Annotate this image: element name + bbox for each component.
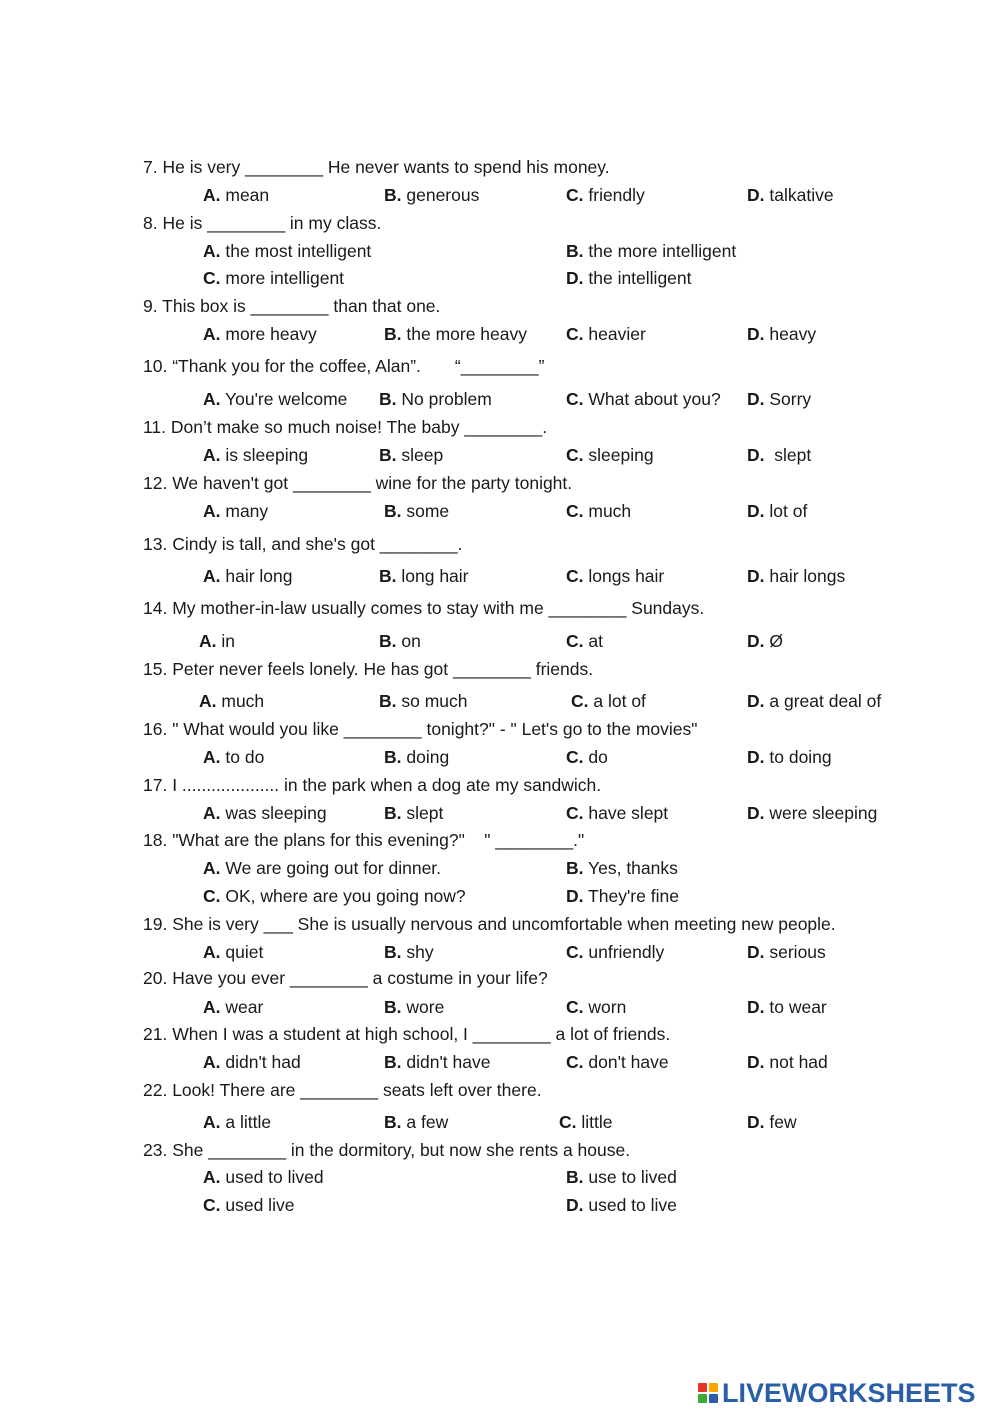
question-18: 18. "What are the plans for this evening?" " ________." (143, 830, 585, 850)
question-21: 21. When I was a student at high school, I ________ a lot of friends. (143, 1024, 671, 1044)
option-23a[interactable]: A. used to lived (203, 1167, 324, 1187)
option-14d[interactable]: D. Ø (747, 631, 783, 651)
option-8c[interactable]: C. more intelligent (203, 268, 345, 288)
question-12: 12. We haven't got ________ wine for the party tonight. (143, 473, 573, 493)
option-8d[interactable]: D. the intelligent (566, 268, 692, 288)
option-21d[interactable]: D. not had (747, 1052, 828, 1072)
option-17c[interactable]: C. have slept (566, 803, 669, 823)
option-11a[interactable]: A. is sleeping (203, 445, 309, 465)
option-19b[interactable]: B. shy (384, 942, 434, 962)
option-9b[interactable]: B. the more heavy (384, 324, 527, 344)
option-15d[interactable]: D. a great deal of (747, 691, 882, 711)
option-7a[interactable]: A. mean (203, 185, 270, 205)
option-20d[interactable]: D. to wear (747, 997, 827, 1017)
option-22b[interactable]: B. a few (384, 1112, 449, 1132)
option-12b[interactable]: B. some (384, 501, 450, 521)
question-15: 15. Peter never feels lonely. He has got ________ friends. (143, 659, 594, 679)
question-10: 10. “Thank you for the coffee, Alan”. “________” (143, 356, 545, 376)
option-13d[interactable]: D. hair longs (747, 566, 846, 586)
option-7b[interactable]: B. generous (384, 185, 480, 205)
option-19d[interactable]: D. serious (747, 942, 826, 962)
option-16a[interactable]: A. to do (203, 747, 265, 767)
option-16d[interactable]: D. to doing (747, 747, 832, 767)
option-18b[interactable]: B. Yes, thanks (566, 858, 678, 878)
option-10d[interactable]: D. Sorry (747, 389, 812, 409)
option-22c[interactable]: C. little (559, 1112, 613, 1132)
question-20: 20. Have you ever ________ a costume in your life? (143, 968, 548, 988)
option-22a[interactable]: A. a little (203, 1112, 272, 1132)
option-19c[interactable]: C. unfriendly (566, 942, 665, 962)
question-14: 14. My mother-in-law usually comes to stay with me ________ Sundays. (143, 598, 705, 618)
option-7d[interactable]: D. talkative (747, 185, 834, 205)
option-22d[interactable]: D. few (747, 1112, 797, 1132)
option-11d[interactable]: D. slept (747, 445, 812, 465)
option-21a[interactable]: A. didn't had (203, 1052, 301, 1072)
option-14a[interactable]: A. in (199, 631, 235, 651)
question-13: 13. Cindy is tall, and she's got ________. (143, 534, 463, 554)
option-16b[interactable]: B. doing (384, 747, 450, 767)
option-10b[interactable]: B. No problem (379, 389, 492, 409)
option-17b[interactable]: B. slept (384, 803, 444, 823)
liveworksheets-logo[interactable] (698, 1377, 976, 1409)
option-9c[interactable]: C. heavier (566, 324, 646, 344)
option-9a[interactable]: A. more heavy (203, 324, 317, 344)
option-23b[interactable]: B. use to lived (566, 1167, 677, 1187)
question-19: 19. She is very ___ She is usually nervous and uncomfortable when meeting new people. (143, 914, 836, 934)
option-10a[interactable]: A. You're welcome (203, 389, 348, 409)
option-21c[interactable]: C. don't have (566, 1052, 669, 1072)
question-7: 7. He is very ________ He never wants to spend his money. (143, 157, 610, 177)
option-20b[interactable]: B. wore (384, 997, 445, 1017)
option-15a[interactable]: A. much (199, 691, 265, 711)
option-8a[interactable]: A. the most intelligent (203, 241, 372, 261)
option-9d[interactable]: D. heavy (747, 324, 817, 344)
logo-mark-icon (698, 1383, 718, 1403)
option-19a[interactable]: A. quiet (203, 942, 264, 962)
question-9: 9. This box is ________ than that one. (143, 296, 441, 316)
option-15c[interactable]: C. a lot of (571, 691, 646, 711)
logo-square-orange (709, 1383, 718, 1392)
option-11c[interactable]: C. sleeping (566, 445, 654, 465)
option-13a[interactable]: A. hair long (203, 566, 293, 586)
option-23c[interactable]: C. used live (203, 1195, 295, 1215)
option-12d[interactable]: D. lot of (747, 501, 808, 521)
option-20c[interactable]: C. worn (566, 997, 627, 1017)
option-18a[interactable]: A. We are going out for dinner. (203, 858, 442, 878)
option-10c[interactable]: C. What about you? (566, 389, 721, 409)
question-17: 17. I .................... in the park when a dog ate my sandwich. (143, 775, 602, 795)
option-16c[interactable]: C. do (566, 747, 608, 767)
option-11b[interactable]: B. sleep (379, 445, 444, 465)
option-18d[interactable]: D. They're fine (566, 886, 679, 906)
option-17a[interactable]: A. was sleeping (203, 803, 327, 823)
option-12a[interactable]: A. many (203, 501, 269, 521)
option-12c[interactable]: C. much (566, 501, 632, 521)
question-8: 8. He is ________ in my class. (143, 213, 382, 233)
option-8b[interactable]: B. the more intelligent (566, 241, 737, 261)
question-22: 22. Look! There are ________ seats left over there. (143, 1080, 542, 1100)
logo-square-red (698, 1383, 707, 1392)
option-17d[interactable]: D. were sleeping (747, 803, 878, 823)
question-23: 23. She ________ in the dormitory, but now she rents a house. (143, 1140, 631, 1160)
option-20a[interactable]: A. wear (203, 997, 264, 1017)
logo-square-blue (709, 1394, 718, 1403)
option-13c[interactable]: C. longs hair (566, 566, 665, 586)
option-14b[interactable]: B. on (379, 631, 421, 651)
option-15b[interactable]: B. so much (379, 691, 468, 711)
option-14c[interactable]: C. at (566, 631, 603, 651)
option-7c[interactable]: C. friendly (566, 185, 645, 205)
option-13b[interactable]: B. long hair (379, 566, 469, 586)
option-23d[interactable]: D. used to live (566, 1195, 677, 1215)
option-18c[interactable]: C. OK, where are you going now? (203, 886, 466, 906)
option-21b[interactable]: B. didn't have (384, 1052, 491, 1072)
logo-square-green (698, 1394, 707, 1403)
question-11: 11. Don’t make so much noise! The baby ________. (143, 417, 548, 437)
logo-text: LIVEWORKSHEETS (722, 1377, 976, 1408)
question-16: 16. " What would you like ________ tonight?" - " Let's go to the movies" (143, 719, 698, 739)
